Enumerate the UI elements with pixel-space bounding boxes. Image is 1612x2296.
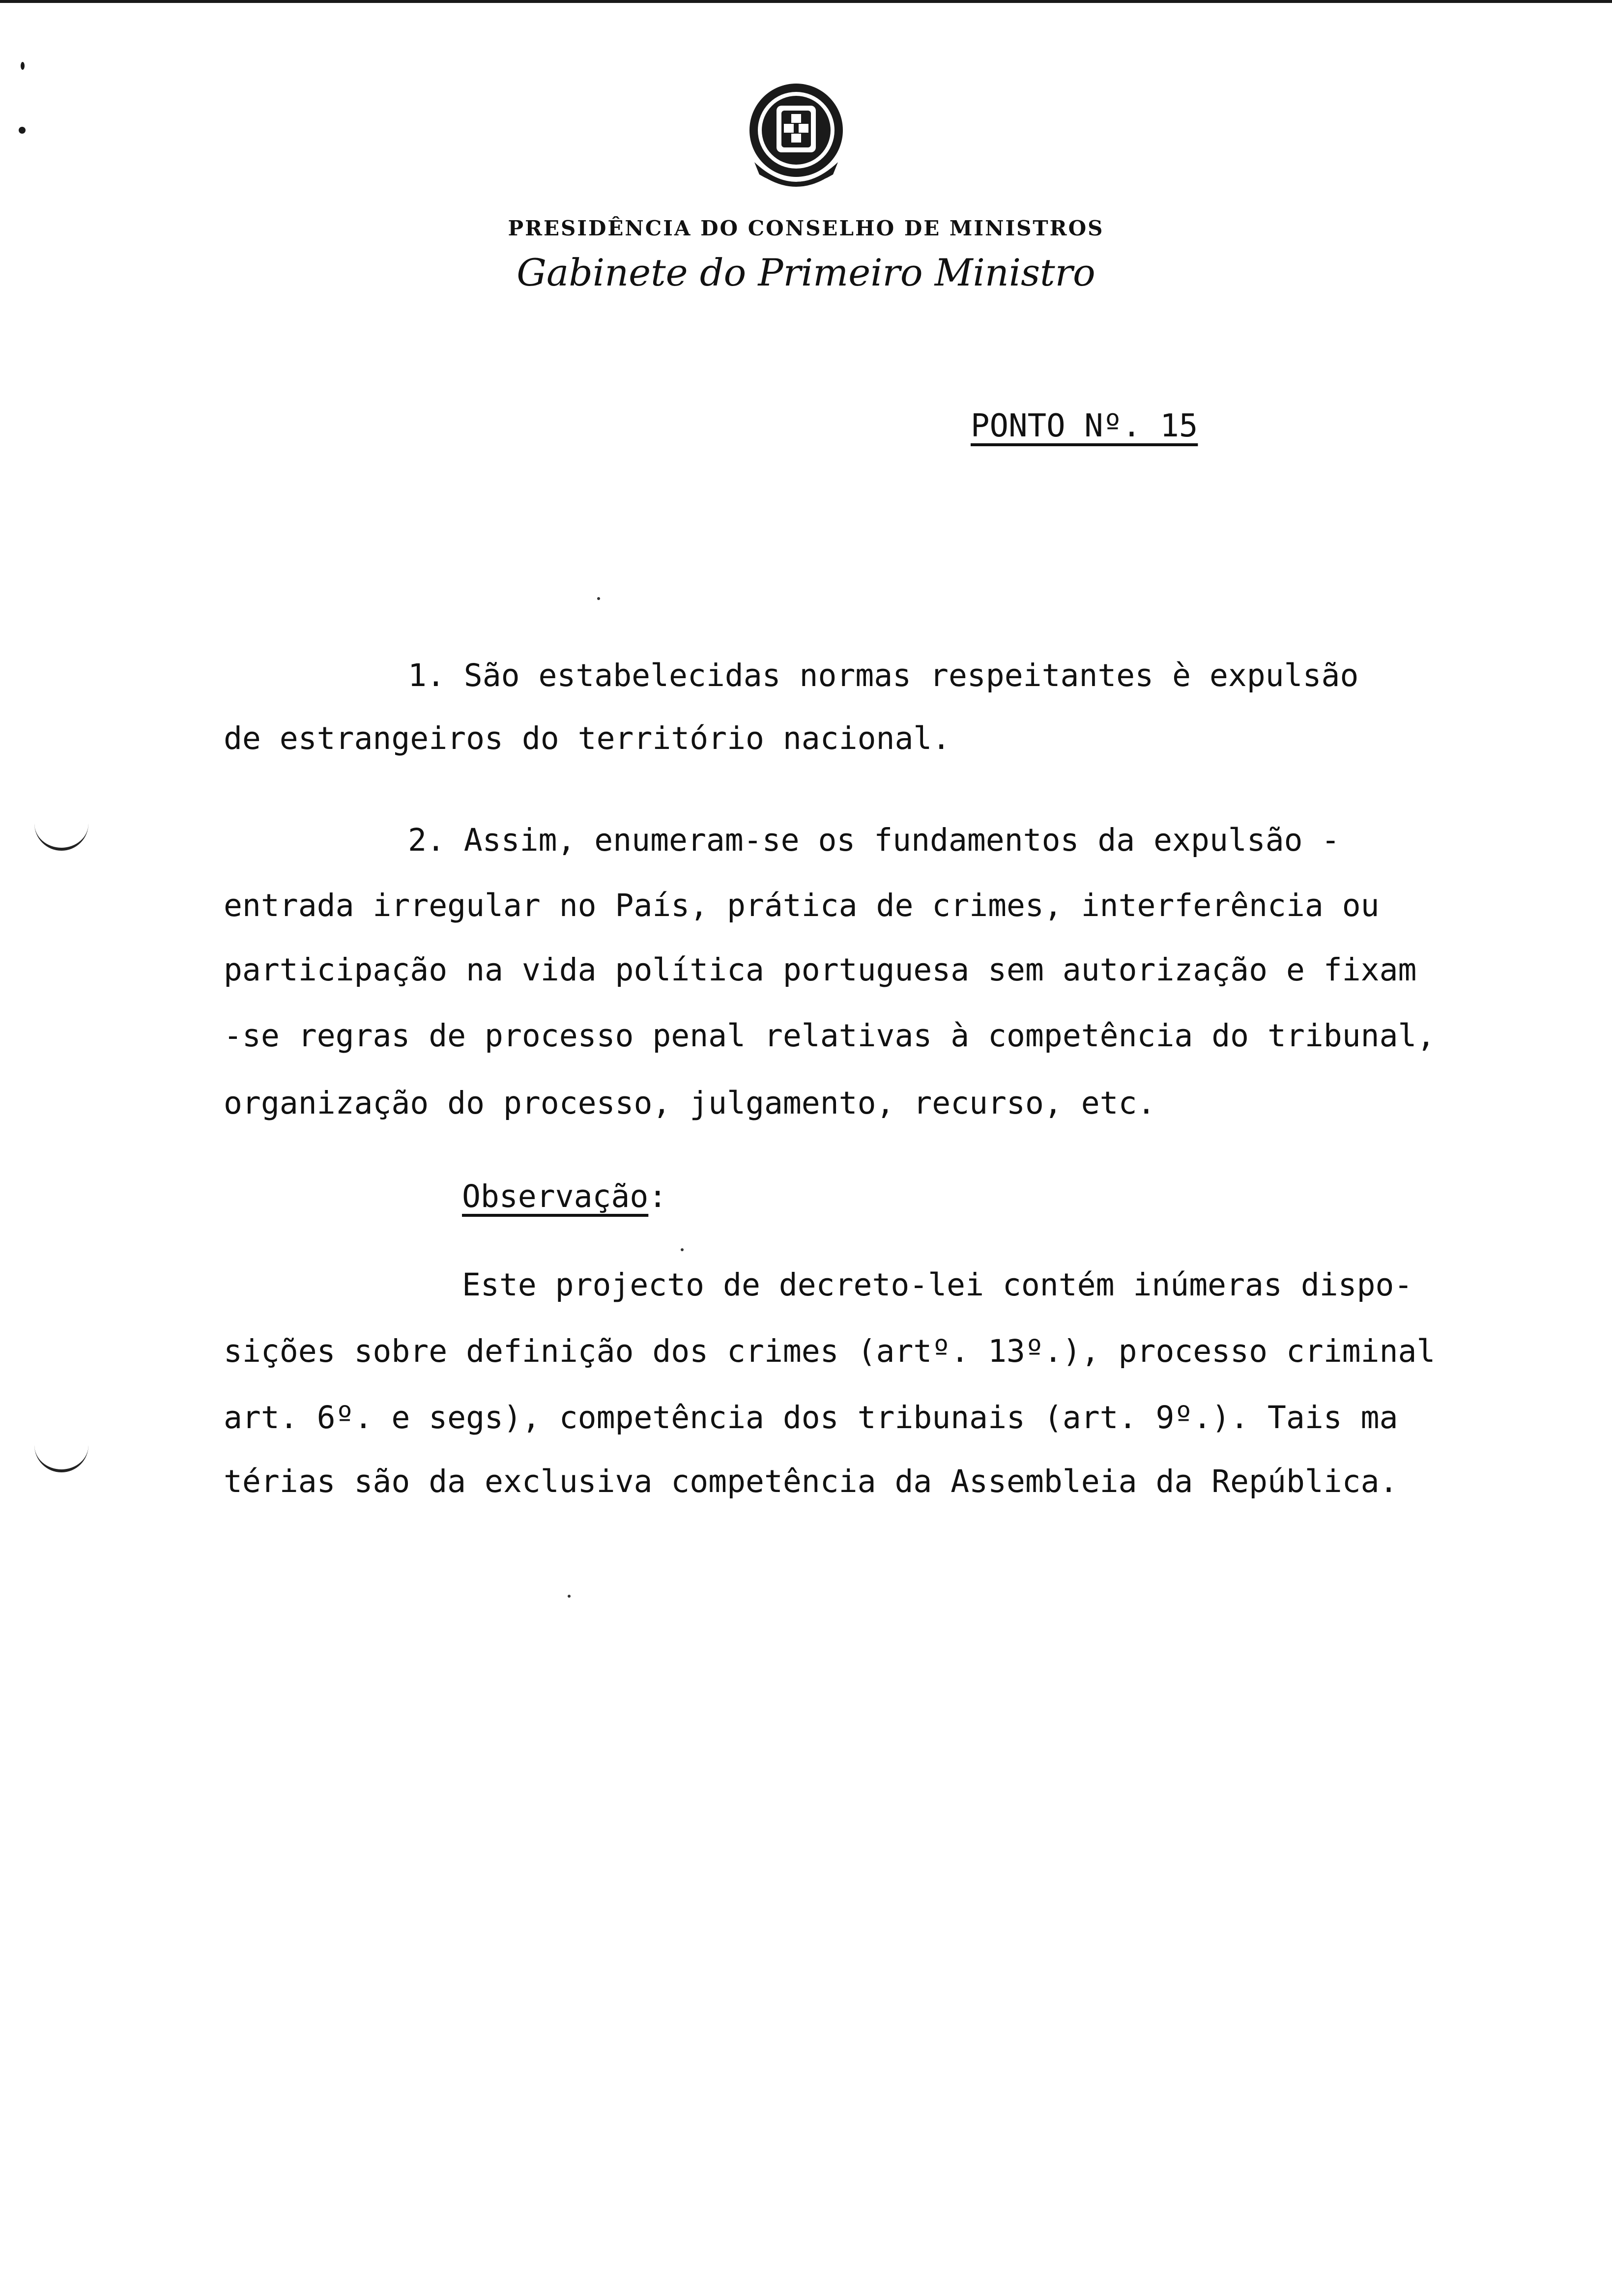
margin-speck bbox=[21, 62, 25, 70]
paragraph2-line: organização do processo, julgamento, recurso, etc. bbox=[224, 1085, 1156, 1121]
paragraph2-line: entrada irregular no País, prática de crimes, interferência ou bbox=[224, 888, 1380, 923]
paragraph2-line: -se regras de processo penal relativas à competência do tribunal, bbox=[224, 1018, 1436, 1054]
stray-dot bbox=[681, 1248, 684, 1251]
paragraph2-line: participação na vida política portuguesa sem autorização e fixam bbox=[224, 952, 1417, 988]
paragraph2-line: 2. Assim, enumeram-se os fundamentos da expulsão - bbox=[408, 822, 1340, 858]
paragraph1-line: 1. São estabelecidas normas respeitantes è expulsão bbox=[408, 658, 1359, 693]
stray-dot bbox=[568, 1595, 571, 1598]
observation-heading bbox=[462, 1177, 667, 1216]
observation-line: térias são da exclusiva competência da Assembleia da República. bbox=[224, 1464, 1398, 1499]
scan-top-edge bbox=[0, 0, 1612, 3]
margin-speck bbox=[19, 127, 26, 134]
observation-colon: : bbox=[648, 1178, 667, 1214]
observation-title: Observação bbox=[462, 1178, 649, 1214]
coat-of-arms-icon bbox=[735, 79, 858, 201]
punch-hole-mark bbox=[34, 818, 88, 851]
observation-line: Este projecto de decreto-lei contém inúmeras dispo- bbox=[462, 1267, 1413, 1303]
letterhead-title: PRESIDÊNCIA DO CONSELHO DE MINISTROS bbox=[508, 216, 1104, 240]
observation-line: sições sobre definição dos crimes (artº. 13º.), processo criminal bbox=[224, 1333, 1436, 1369]
ponto-heading: PONTO Nº. 15 bbox=[971, 408, 1198, 444]
stray-dot bbox=[597, 597, 600, 600]
observation-line: art. 6º. e segs), competência dos tribunais (art. 9º.). Tais ma bbox=[224, 1400, 1398, 1435]
letterhead-subtitle: Gabinete do Primeiro Ministro bbox=[517, 251, 1095, 294]
punch-hole-mark bbox=[34, 1440, 88, 1472]
paragraph1-line: de estrangeiros do território nacional. bbox=[224, 720, 951, 756]
